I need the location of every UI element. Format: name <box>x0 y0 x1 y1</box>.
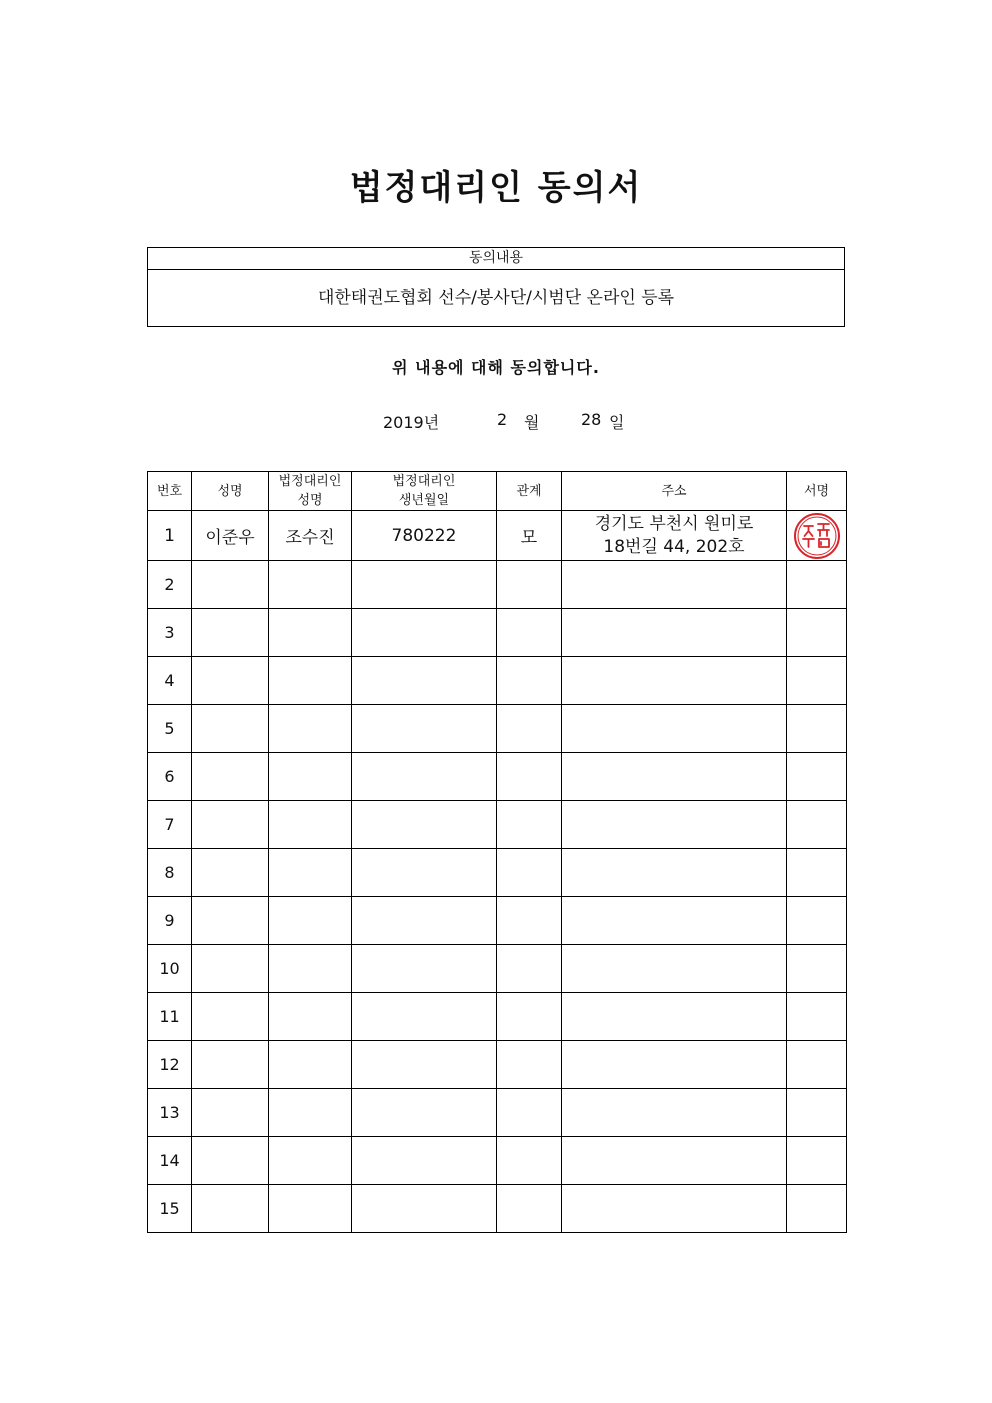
seal-stamp-icon <box>793 512 841 560</box>
cell-relation <box>497 561 562 609</box>
date-day-label: 일 <box>609 413 625 432</box>
cell-relation <box>497 657 562 705</box>
date-month-label: 월 <box>524 413 540 432</box>
cell-signature <box>787 705 847 753</box>
table-row <box>148 801 847 849</box>
cell-relation <box>497 1089 562 1137</box>
cell-number: 15 <box>148 1185 192 1233</box>
table-row <box>148 897 847 945</box>
cell-address <box>562 1137 787 1185</box>
cell-name <box>192 753 269 801</box>
cell-relation <box>497 993 562 1041</box>
cell-relation <box>497 945 562 993</box>
cell-guardian-name <box>269 945 352 993</box>
agreement-statement: 위 내용에 대해 동의합니다. <box>392 358 600 377</box>
header-guardian-birth <box>352 472 497 511</box>
cell-signature <box>787 945 847 993</box>
cell-number: 3 <box>148 609 192 657</box>
cell-name <box>192 801 269 849</box>
cell-name: 이준우 <box>192 511 269 561</box>
cell-name <box>192 993 269 1041</box>
cell-guardian-birth <box>352 897 497 945</box>
cell-name <box>192 849 269 897</box>
cell-guardian-birth <box>352 1041 497 1089</box>
cell-guardian-birth <box>352 705 497 753</box>
cell-address <box>562 1089 787 1137</box>
table-row <box>148 849 847 897</box>
cell-number: 9 <box>148 897 192 945</box>
cell-address <box>562 897 787 945</box>
cell-relation: 모 <box>497 511 562 561</box>
cell-relation <box>497 1041 562 1089</box>
date-day-value: 28 <box>581 410 602 429</box>
cell-guardian-name <box>269 561 352 609</box>
table-row <box>148 753 847 801</box>
header-signature: 서명 <box>787 472 847 511</box>
document-title: 법정대리인 동의서 <box>349 168 643 208</box>
cell-guardian-birth: 780222 <box>352 511 497 561</box>
cell-guardian-name <box>269 1041 352 1089</box>
table-row <box>148 1185 847 1233</box>
cell-number: 8 <box>148 849 192 897</box>
cell-guardian-birth <box>352 801 497 849</box>
cell-signature <box>787 849 847 897</box>
cell-relation <box>497 897 562 945</box>
cell-guardian-name <box>269 1089 352 1137</box>
cell-name <box>192 1185 269 1233</box>
address-line2: 18번길 44, 202호 <box>603 536 745 557</box>
cell-guardian-birth <box>352 657 497 705</box>
cell-name <box>192 897 269 945</box>
cell-number: 10 <box>148 945 192 993</box>
cell-number: 11 <box>148 993 192 1041</box>
header-address: 주소 <box>562 472 787 511</box>
table-row <box>148 609 847 657</box>
table-row <box>148 1089 847 1137</box>
consent-content: 대한태권도협회 선수/봉사단/시범단 온라인 등록 <box>317 288 675 308</box>
cell-number: 12 <box>148 1041 192 1089</box>
cell-address <box>562 1041 787 1089</box>
cell-name <box>192 705 269 753</box>
cell-guardian-name <box>269 1137 352 1185</box>
cell-name <box>192 1041 269 1089</box>
cell-relation <box>497 1185 562 1233</box>
cell-number: 2 <box>148 561 192 609</box>
cell-signature <box>787 511 847 561</box>
cell-name <box>192 657 269 705</box>
cell-guardian-birth <box>352 753 497 801</box>
cell-address <box>562 705 787 753</box>
cell-address <box>562 945 787 993</box>
cell-guardian-birth <box>352 945 497 993</box>
cell-signature <box>787 657 847 705</box>
consent-section <box>147 247 845 327</box>
cell-guardian-name <box>269 753 352 801</box>
cell-relation <box>497 753 562 801</box>
cell-relation <box>497 1137 562 1185</box>
header-guardian-birth-line1: 법정대리인 <box>392 474 456 489</box>
cell-guardian-birth <box>352 609 497 657</box>
cell-address <box>562 801 787 849</box>
cell-number: 5 <box>148 705 192 753</box>
header-guardian-name-line2: 성명 <box>297 493 323 508</box>
address-line1: 경기도 부천시 원미로 <box>594 513 754 534</box>
cell-guardian-name <box>269 993 352 1041</box>
cell-address <box>562 609 787 657</box>
table-row <box>148 1041 847 1089</box>
cell-address <box>562 1185 787 1233</box>
cell-number: 14 <box>148 1137 192 1185</box>
guardian-roster-table <box>147 471 847 1233</box>
cell-number: 4 <box>148 657 192 705</box>
cell-relation <box>497 609 562 657</box>
cell-address <box>562 511 787 561</box>
cell-guardian-name <box>269 897 352 945</box>
cell-name <box>192 561 269 609</box>
cell-signature <box>787 993 847 1041</box>
header-guardian-name-line1: 법정대리인 <box>278 474 342 489</box>
table-row <box>148 993 847 1041</box>
cell-address <box>562 993 787 1041</box>
cell-guardian-name <box>269 657 352 705</box>
cell-guardian-birth <box>352 1137 497 1185</box>
cell-signature <box>787 1089 847 1137</box>
table-row <box>148 945 847 993</box>
cell-guardian-name <box>269 609 352 657</box>
table-row <box>148 511 847 561</box>
cell-guardian-birth <box>352 993 497 1041</box>
cell-address <box>562 753 787 801</box>
cell-number: 13 <box>148 1089 192 1137</box>
cell-relation <box>497 801 562 849</box>
cell-number: 1 <box>148 511 192 561</box>
cell-guardian-birth <box>352 561 497 609</box>
table-header-row <box>148 472 847 511</box>
cell-signature <box>787 609 847 657</box>
header-number: 번호 <box>148 472 192 511</box>
table-row <box>148 1137 847 1185</box>
header-guardian-birth-line2: 생년월일 <box>398 493 450 508</box>
header-guardian-name <box>269 472 352 511</box>
cell-signature <box>787 1137 847 1185</box>
cell-guardian-birth <box>352 1089 497 1137</box>
consent-header: 동의내용 <box>148 248 844 270</box>
cell-number: 7 <box>148 801 192 849</box>
cell-guardian-birth <box>352 1185 497 1233</box>
cell-address <box>562 657 787 705</box>
cell-address <box>562 849 787 897</box>
cell-relation <box>497 705 562 753</box>
date-month-value: 2 <box>497 410 508 429</box>
cell-address <box>562 561 787 609</box>
cell-signature <box>787 753 847 801</box>
cell-guardian-birth <box>352 849 497 897</box>
table-row <box>148 705 847 753</box>
date-year: 2019년 <box>383 413 440 432</box>
cell-relation <box>497 849 562 897</box>
cell-number: 6 <box>148 753 192 801</box>
cell-name <box>192 1089 269 1137</box>
cell-signature <box>787 897 847 945</box>
table-row <box>148 561 847 609</box>
table-row <box>148 657 847 705</box>
cell-guardian-name: 조수진 <box>269 511 352 561</box>
cell-guardian-name <box>269 705 352 753</box>
cell-name <box>192 609 269 657</box>
cell-signature <box>787 1185 847 1233</box>
header-name: 성명 <box>192 472 269 511</box>
cell-name <box>192 945 269 993</box>
cell-guardian-name <box>269 1185 352 1233</box>
cell-guardian-name <box>269 801 352 849</box>
cell-signature <box>787 801 847 849</box>
cell-signature <box>787 1041 847 1089</box>
header-relation: 관계 <box>497 472 562 511</box>
cell-signature <box>787 561 847 609</box>
cell-guardian-name <box>269 849 352 897</box>
cell-name <box>192 1137 269 1185</box>
